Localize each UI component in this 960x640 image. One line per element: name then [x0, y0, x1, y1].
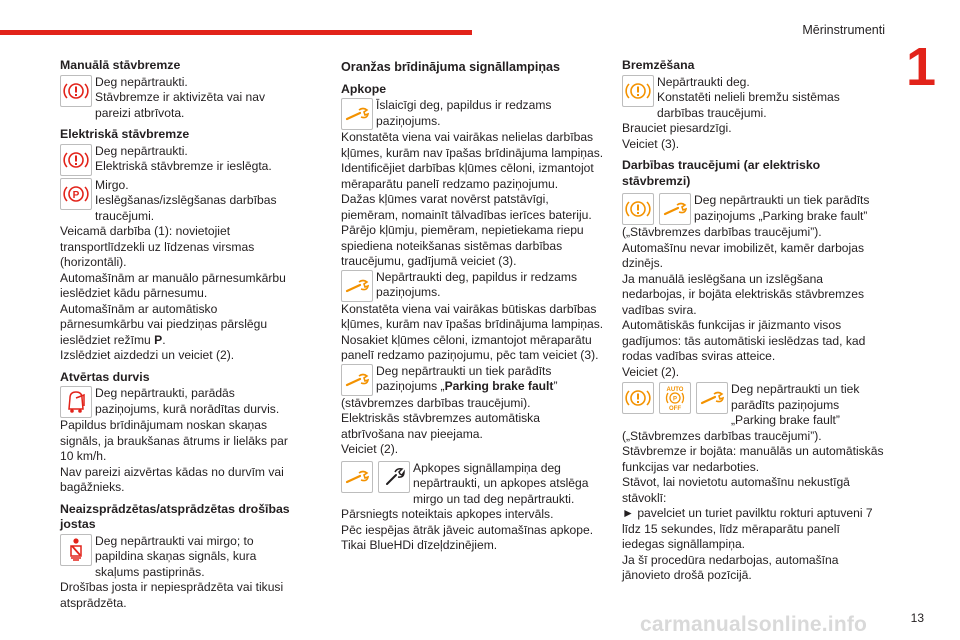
seatbelt-block	[60, 534, 302, 581]
service-block-2	[341, 270, 605, 302]
service-wrench-icon	[341, 364, 373, 396]
text-line: Deg nepārtraukti.	[95, 143, 188, 158]
text-line: Nepārtraukti deg, papildus ir redzams paziņojums.	[376, 269, 577, 299]
page-number: 13	[910, 611, 924, 625]
text-line: Nosakiet kļūmes cēloni, izmantojot mēraparātu panelī redzamo paziņojumu, pēc tam veiciet (3).	[341, 332, 599, 362]
text-line: Deg nepārtraukti un tiek parādīts paziņojums „Parking brake fault”	[694, 193, 870, 223]
text-line: Elektriskā stāvbremze ir ieslēgta.	[95, 159, 272, 173]
text-line: Automašīnu nevar imobilizēt, kamēr darbojas dzinējs.	[622, 240, 864, 270]
text-line: ► pavelciet un turiet pavilktu rokturi aptuveni 7 līdz 15 sekundes, līdz mēraparātu panelī iedegas signāllampiņa.	[622, 506, 873, 551]
off-label: OFF	[669, 406, 681, 412]
text-span: Automašīnām ar automātisko pārnesumkārbu vai piedziņas pārslēgu ieslēdziet režīmu	[60, 301, 268, 347]
text-line: Veiciet (3).	[622, 136, 680, 151]
fault-block-1	[622, 193, 884, 225]
text-line: Konstatēta viena vai vairākas būtiskas darbības kļūmes, kurām nav īpašas brīdinājuma lampiņas.	[341, 301, 604, 331]
watermark: carmanualsonline.info	[640, 613, 868, 636]
text-span: ”	[553, 379, 558, 393]
text-line: Veiciet (2).	[341, 442, 399, 456]
chapter-number: 1	[905, 37, 936, 97]
service-block-3	[341, 364, 605, 396]
text-line: Deg nepārtraukti, parādās paziņojums, kurā norādītas durvis.	[95, 386, 280, 416]
text-line: Stāvbremze ir bojāta: manuālās un automātiskās funkcijas var nedarboties.	[622, 444, 884, 474]
section-title-seatbelts: Neaizsprādzētas/atsprādzētas drošības jostas	[60, 501, 290, 531]
svg-text:P: P	[72, 189, 80, 201]
text-line: Papildus brīdinājumam noskan skaņas signāls, ja braukšanas ātrums ir lielāks par 10 km/h.	[60, 418, 288, 463]
column-2	[341, 58, 605, 554]
section-title-service: Apkope	[341, 81, 387, 96]
svg-text:P: P	[672, 396, 678, 403]
electric-brake-block-1	[60, 144, 302, 176]
service-block-1	[341, 98, 605, 130]
text-bold: Parking brake fault	[444, 379, 554, 393]
text-line: Veiciet (2).	[622, 364, 680, 379]
text-line: Deg nepārtraukti vai mirgo; to papildina skaņas signāls, kura skaļums pastiprinās.	[95, 533, 257, 579]
text-line: Ieslēgšanas/izslēgšanas darbības traucējumi.	[95, 193, 277, 223]
brake-fault-orange-icon	[622, 75, 654, 107]
text-line	[341, 364, 605, 395]
open-door-icon	[60, 386, 92, 418]
header-red-bar	[0, 30, 472, 35]
column-1	[60, 58, 302, 611]
manual-brake-block	[60, 75, 302, 122]
text-line: Drošības josta ir nepiesprādzēta vai tikusi atsprādzēta.	[60, 580, 284, 610]
service-wrench-icon	[341, 98, 373, 130]
text-line: Nepārtraukti deg.	[657, 74, 750, 89]
brake-warning-icon	[60, 144, 92, 176]
text-line: Veicamā darbība (1): novietojiet transportlīdzekli uz līdzenas virsmas (horizontāli).	[60, 224, 255, 269]
section-title-orange-warnings: Oranžas brīdinājuma signāllampiņas	[341, 60, 561, 74]
open-door-block	[60, 386, 302, 418]
section-title-open-doors: Atvērtas durvis	[60, 369, 150, 384]
text-line: („Stāvbremzes darbības traucējumi”).	[622, 225, 822, 239]
text-line: Mirgo.	[95, 177, 129, 192]
text-line: Pārējo kļūmju, piemēram, nepietiekama riepu spiediena noteikšanas sistēmas darbības traucējumu, gadījumā veiciet (3).	[341, 223, 584, 268]
electric-brake-block-2	[60, 178, 302, 225]
column-3	[622, 58, 884, 584]
text-line: Īslaicīgi deg, papildus ir redzams paziņojums.	[376, 98, 552, 128]
text-span: Deg nepārtraukti un tiek parādīts paziņojums „	[376, 363, 552, 393]
text-line: Apkopes signāllampiņa deg nepārtraukti, un apkopes atslēga mirgo un tad deg nepārtraukti.	[413, 460, 589, 506]
text-line: Automātiskās funkcijas ir jāizmanto visos gadījumos: tās automātiski ieslēdzas tad, kad rodas vadības sviras atteice.	[622, 318, 866, 363]
auto-off-icon	[659, 382, 691, 414]
header-title: Mērinstrumenti	[802, 23, 885, 37]
text-line: Konstatēta viena vai vairākas nelielas darbības kļūmes, kurām nav īpašas brīdinājuma lampiņas.	[341, 130, 604, 160]
text-line: Deg nepārtraukti.	[95, 74, 188, 89]
braking-block	[622, 75, 884, 122]
section-title-braking: Bremzēšana	[622, 58, 695, 72]
text-line: Ja šī procedūra nedarbojas, automašīna jānovieto drošā pozīcijā.	[622, 552, 839, 582]
text-bold: P	[154, 332, 163, 347]
text-line: Ja manuālā ieslēgšana un izslēgšana nedarbojas, ir bojāta elektriskās stāvbremzes vadības svira.	[622, 271, 864, 317]
text-line	[60, 302, 302, 349]
text-line: Pēc iespējas ātrāk jāveic automašīnas apkope.	[341, 522, 594, 537]
text-line: Konstatēti nelieli bremžu sistēmas darbības traucējumi.	[657, 90, 840, 120]
brake-fault-orange-icon	[622, 382, 654, 414]
text-line: Dažas kļūmes varat novērst patstāvīgi, piemēram, nomainīt tālvadības ierīces bateriju.	[341, 192, 592, 222]
text-line: (stāvbremzes darbības traucējumi).	[341, 395, 531, 410]
text-line: Identificējiet darbības kļūmes cēloni, izmantojot mēraparātu panelī redzamo paziņojumu.	[341, 161, 594, 191]
parking-brake-icon	[60, 178, 92, 210]
text-line: Elektriskās stāvbremzes automātiska atbrīvošana nav pieejama.	[341, 411, 540, 441]
service-wrench-icon	[341, 270, 373, 302]
text-line: Nav pareizi aizvērtas kādas no durvīm vai bagāžnieks.	[60, 464, 284, 494]
text-line: Pārsniegts noteiktais apkopes intervāls.	[341, 507, 554, 521]
text-line: Brauciet piesardzīgi.	[622, 121, 732, 135]
text-line: Izslēdziet aizdedzi un veiciet (2).	[60, 348, 235, 362]
brake-fault-orange-icon	[622, 193, 654, 225]
text-span: .	[162, 332, 166, 347]
service-block-4	[341, 461, 605, 508]
seatbelt-icon	[60, 534, 92, 566]
service-wrench-icon	[696, 382, 728, 414]
maintenance-key-icon	[378, 461, 410, 493]
text-line: Automašīnām ar manuālo pārnesumkārbu ieslēdziet kādu pārnesumu.	[60, 270, 286, 300]
fault-block-2	[622, 382, 884, 444]
text-line: Tikai BlueHDi dīzeļdzinējiem.	[341, 538, 498, 552]
auto-label: AUTO	[666, 387, 684, 393]
text-line: Stāvbremze ir aktivizēta vai nav pareizi atbrīvota.	[95, 90, 266, 120]
text-line: Deg nepārtraukti un tiek parādīts paziņojums „Parking brake fault” („Stāvbremzes darbības traucējumi”).	[622, 382, 860, 443]
text-line: Stāvot, lai novietotu automašīnu nekustīgā stāvoklī:	[622, 475, 850, 505]
service-wrench-icon	[659, 193, 691, 225]
section-title-electric-brake-fault: Darbības traucējumi (ar elektrisko stāvbremzi)	[622, 158, 821, 188]
service-wrench-icon	[341, 461, 373, 493]
section-title-electric-brake: Elektriskā stāvbremze	[60, 127, 190, 141]
brake-warning-icon	[60, 75, 92, 107]
section-title-manual-brake: Manuālā stāvbremze	[60, 58, 181, 72]
